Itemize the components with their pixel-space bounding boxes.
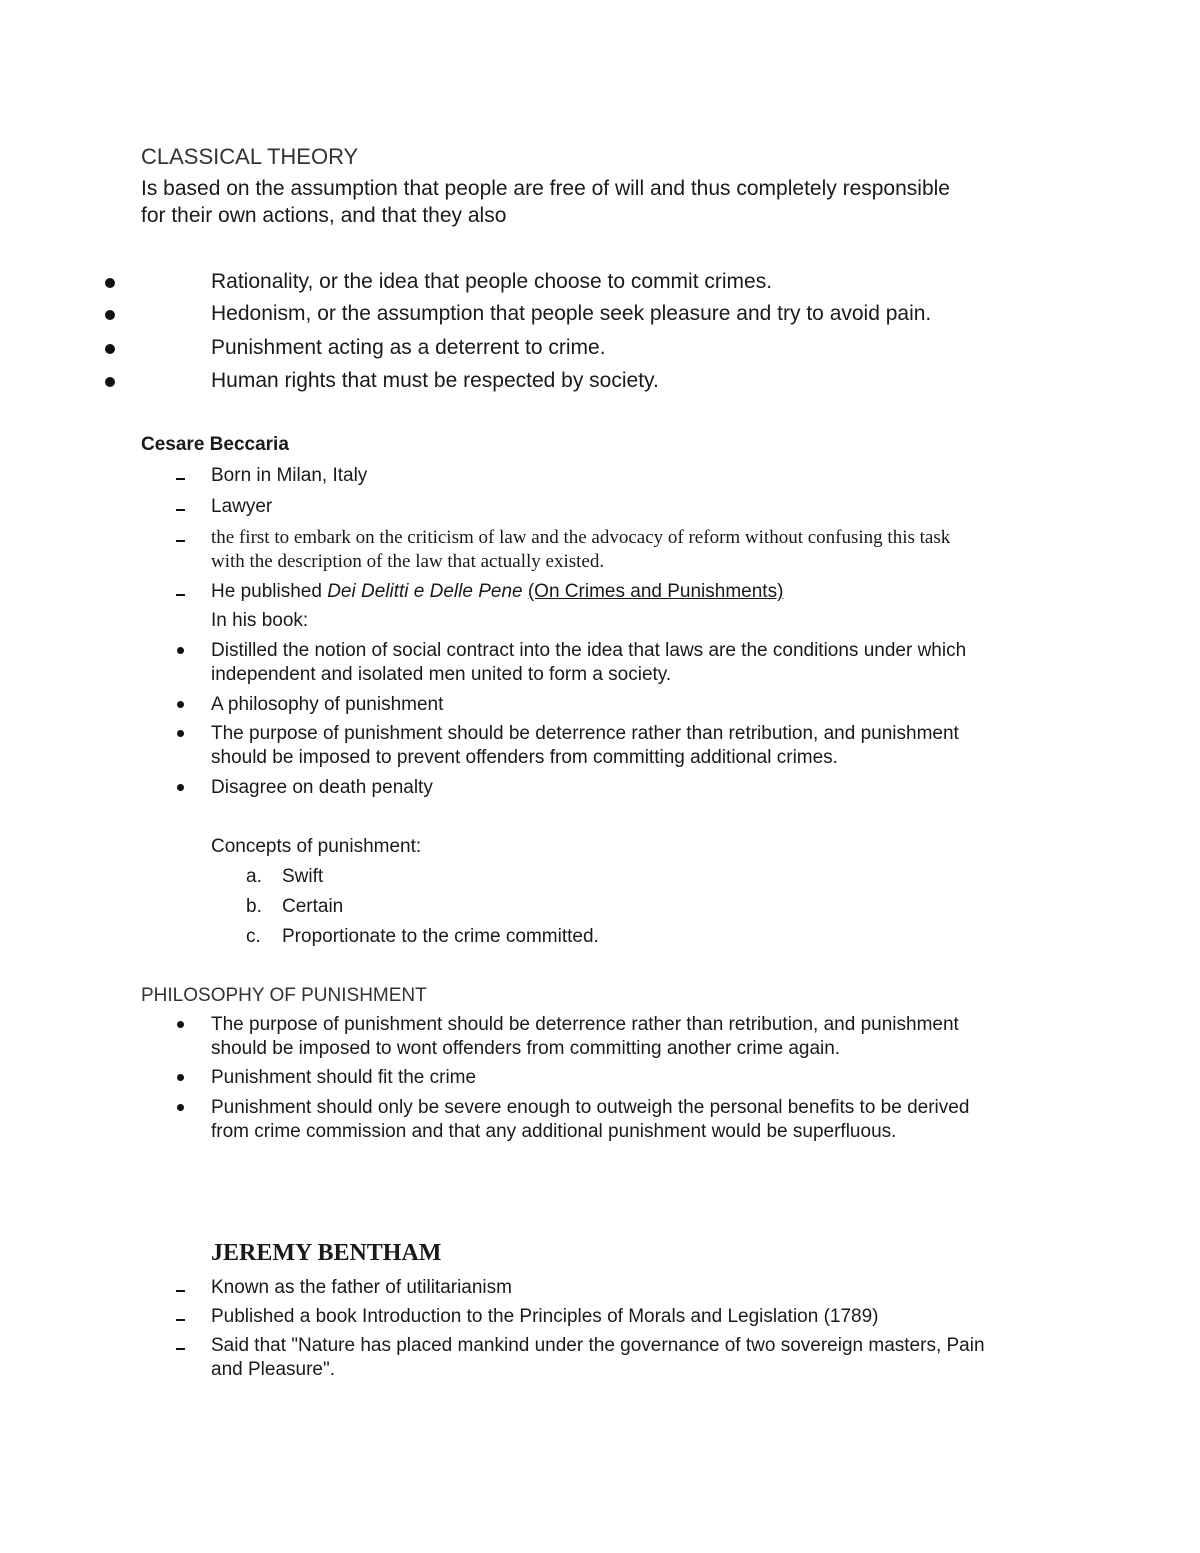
- bullet-dot: [177, 1074, 184, 1081]
- dash-marker: [176, 594, 185, 596]
- bullet-dot: [105, 278, 115, 288]
- beccaria-first-line-2: with the description of the law that actually existed.: [211, 551, 605, 572]
- concept-certain: Certain: [282, 896, 344, 917]
- intro-line-1: Is based on the assumption that people are free of will and thus completely responsible: [141, 177, 950, 200]
- classical-bullet-2: Hedonism, or the assumption that people seek pleasure and try to avoid pain.: [211, 302, 932, 325]
- section-heading-philosophy: PHILOSOPHY OF PUNISHMENT: [141, 985, 427, 1006]
- bentham-point-3-line-1: Said that "Nature has placed mankind under the governance of two sovereign masters, Pain: [211, 1335, 985, 1356]
- book-point-3-line-1: The purpose of punishment should be deterrence rather than retribution, and punishment: [211, 723, 959, 744]
- philosophy-point-1-line-1: The purpose of punishment should be deterrence rather than retribution, and punishment: [211, 1014, 959, 1035]
- philosophy-point-3-line-1: Punishment should only be severe enough to outweigh the personal benefits to be derived: [211, 1097, 970, 1118]
- in-his-book-label: In his book:: [211, 610, 309, 631]
- bullet-dot: [177, 647, 184, 654]
- section-heading-bentham: JEREMY BENTHAM: [211, 1240, 442, 1266]
- dash-marker: [176, 1348, 185, 1350]
- philosophy-point-3-line-2: from crime commission and that any additional punishment would be superfluous.: [211, 1121, 897, 1142]
- classical-bullet-3: Punishment acting as a deterrent to crime.: [211, 336, 606, 359]
- dash-marker: [176, 509, 185, 511]
- intro-line-2: for their own actions, and that they also: [141, 204, 507, 227]
- bullet-dot: [105, 377, 115, 387]
- bullet-dot: [177, 784, 184, 791]
- section-heading-beccaria: Cesare Beccaria: [141, 434, 289, 455]
- book-point-2: A philosophy of punishment: [211, 694, 444, 715]
- book-point-1-line-1: Distilled the notion of social contract into the idea that laws are the conditions under which: [211, 640, 967, 661]
- bullet-dot: [177, 730, 184, 737]
- bullet-dot: [105, 344, 115, 354]
- classical-bullet-1: Rationality, or the idea that people choose to commit crimes.: [211, 270, 773, 293]
- beccaria-lawyer: Lawyer: [211, 496, 273, 517]
- bullet-dot: [177, 701, 184, 708]
- published-prefix: He published: [211, 581, 328, 602]
- book-point-4: Disagree on death penalty: [211, 777, 433, 798]
- philosophy-point-2: Punishment should fit the crime: [211, 1067, 477, 1088]
- dash-marker: [176, 1319, 185, 1321]
- concept-marker-c: c.: [246, 926, 261, 947]
- bullet-dot: [177, 1021, 184, 1028]
- bullet-dot: [177, 1104, 184, 1111]
- bentham-point-1: Known as the father of utilitarianism: [211, 1277, 512, 1298]
- book-point-1-line-2: independent and isolated men united to form a society.: [211, 664, 672, 685]
- dash-marker: [176, 1290, 185, 1292]
- concept-swift: Swift: [282, 866, 324, 887]
- classical-bullet-4: Human rights that must be respected by society.: [211, 369, 659, 392]
- beccaria-published: [211, 581, 783, 603]
- book-title-italic: Dei Delitti e Delle Pene: [327, 581, 523, 602]
- bentham-point-2: Published a book Introduction to the Principles of Morals and Legislation (1789): [211, 1306, 879, 1327]
- concept-marker-a: a.: [246, 866, 262, 887]
- concept-marker-b: b.: [246, 896, 262, 917]
- concept-proportionate: Proportionate to the crime committed.: [282, 926, 599, 947]
- dash-marker: [176, 478, 185, 480]
- beccaria-born: Born in Milan, Italy: [211, 465, 368, 486]
- book-title-english: (On Crimes and Punishments): [527, 581, 784, 602]
- philosophy-point-1-line-2: should be imposed to wont offenders from committing another crime again.: [211, 1038, 841, 1059]
- book-point-3-line-2: should be imposed to prevent offenders from committing additional crimes.: [211, 747, 838, 768]
- concepts-label: Concepts of punishment:: [211, 836, 422, 857]
- beccaria-first-line-1: the first to embark on the criticism of law and the advocacy of reform without confusing this task: [211, 527, 951, 548]
- section-heading-classical-theory: CLASSICAL THEORY: [141, 144, 359, 169]
- bullet-dot: [105, 310, 115, 320]
- bentham-point-3-line-2: and Pleasure".: [211, 1359, 335, 1380]
- dash-marker: [176, 540, 185, 542]
